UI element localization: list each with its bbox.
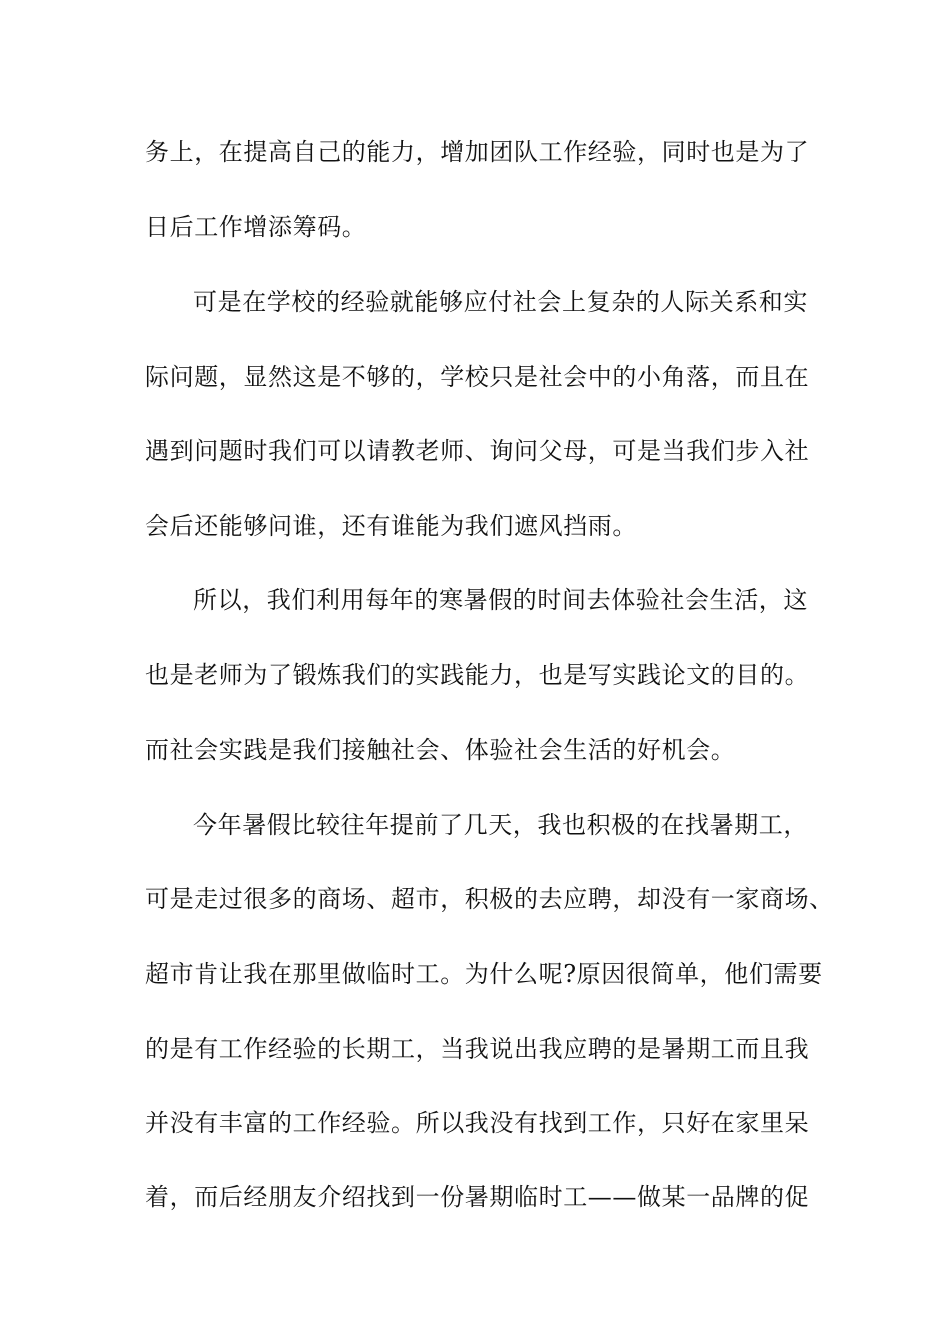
text-line: 并没有丰富的工作经验。所以我没有找到工作，只好在家里呆: [145, 1109, 810, 1137]
text-line: 务上，在提高自己的能力，增加团队工作经验，同时也是为了: [145, 138, 810, 166]
text-line: 遇到问题时我们可以请教老师、询问父母，可是当我们步入社: [145, 437, 810, 465]
paragraph-first-line: 所以，我们利用每年的寒暑假的时间去体验社会生活，这: [193, 586, 808, 614]
text-line: 着，而后经朋友介绍找到一份暑期临时工——做某一品牌的促: [145, 1183, 810, 1211]
text-line: 日后工作增添筹码。: [145, 213, 367, 241]
text-line: 可是走过很多的商场、超市，积极的去应聘，却没有一家商场、: [145, 885, 834, 913]
paragraph-first-line: 可是在学校的经验就能够应付社会上复杂的人际关系和实: [193, 288, 808, 316]
text-line: 际问题，显然这是不够的，学校只是社会中的小角落，而且在: [145, 363, 810, 391]
text-line: 的是有工作经验的长期工，当我说出我应聘的是暑期工而且我: [145, 1035, 810, 1063]
text-line: 会后还能够问谁，还有谁能为我们遮风挡雨。: [145, 512, 637, 540]
text-line: 也是老师为了锻炼我们的实践能力，也是写实践论文的目的。: [145, 661, 810, 689]
text-line: 超市肯让我在那里做临时工。为什么呢?原因很简单，他们需要: [145, 960, 823, 988]
paragraph-first-line: 今年暑假比较往年提前了几天，我也积极的在找暑期工，: [193, 811, 808, 839]
text-line: 而社会实践是我们接触社会、体验社会生活的好机会。: [145, 736, 736, 764]
